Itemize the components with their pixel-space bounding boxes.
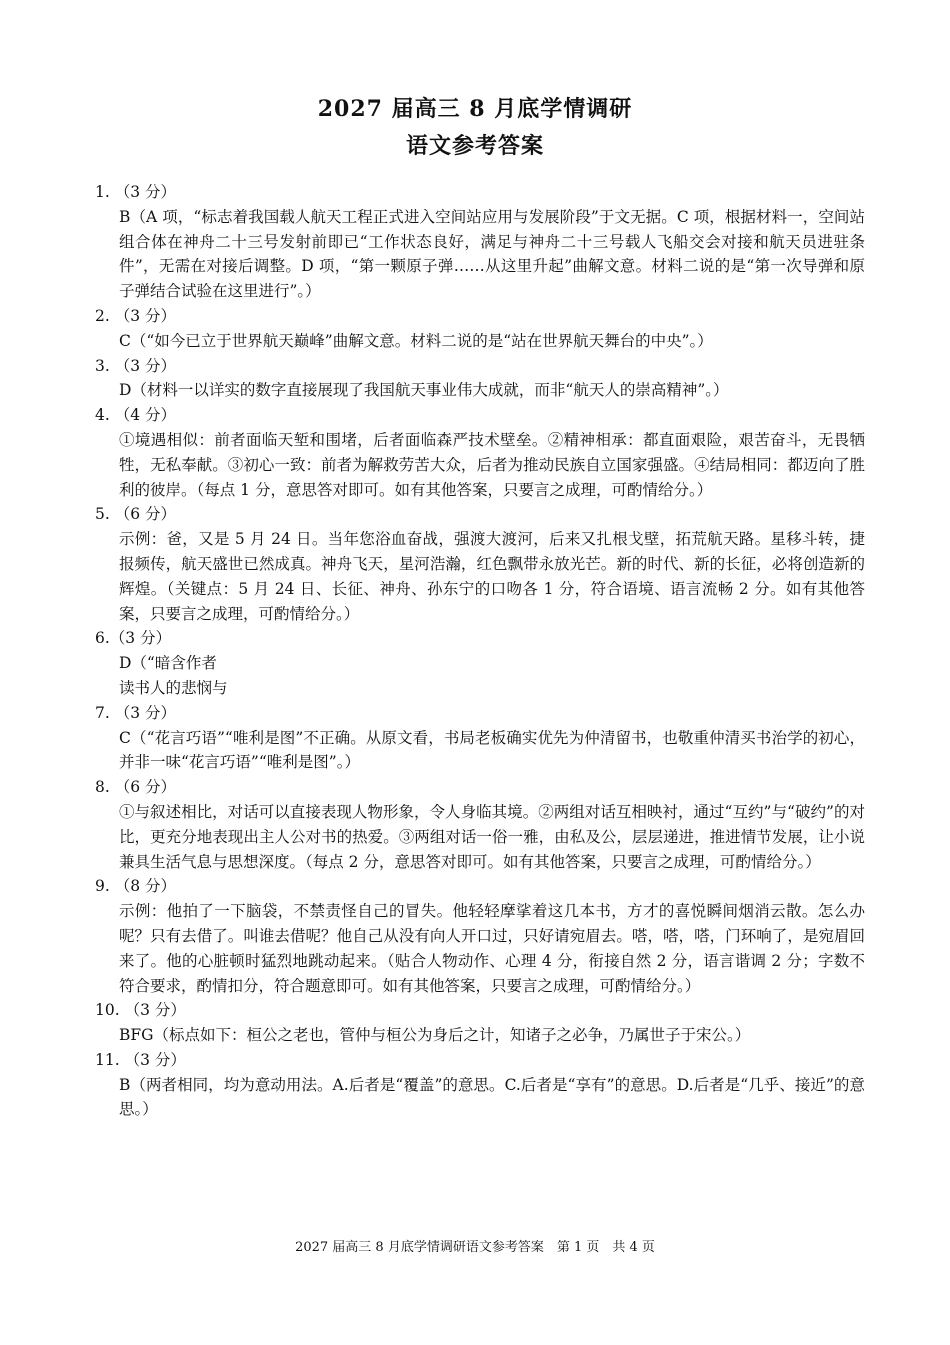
question-label: 6.（3 分） <box>95 629 172 648</box>
question-11 <box>95 1048 865 1122</box>
question-label: 4. （4 分） <box>95 406 177 425</box>
question-label: 11. （3 分） <box>95 1050 186 1069</box>
question-3 <box>95 354 865 404</box>
question-label: 8. （6 分） <box>95 778 177 797</box>
answer-text: 示例：爸，又是 5 月 24 日。当年您浴血奋战，强渡大渡河，后来又扎根戈壁，拓荒航天路。星移斗转，捷报频传，航天盛世已然成真。神舟飞天，星河浩瀚，红色飘带永放光芒。新的时代、新的长征，必将创造新的辉煌。（关键点：5 月 24 日、长征、神舟、孙东宁的口吻各 1 分，符合语境、语言流畅 2 分。如有其他答案，只要言之成理，可酌情给分。） <box>119 530 865 623</box>
answer-text: ①境遇相似：前者面临天堑和围堵，后者面临森严技术壁垒。②精神相承：都直面艰险，艰苦奋斗，无畏牺牲，无私奉献。③初心一致：前者为解救劳苦大众，后者为推动民族自立国家强盛。④结局相同：都迈向了胜利的彼岸。（每点 1 分，意思答对即可。如有其他答案，只要言之成理，可酌情给分。） <box>119 430 865 499</box>
question-label: 1. （3 分） <box>95 183 177 201</box>
answer-text: ①与叙述相比，对话可以直接表现人物形象，令人身临其境。②两组对话互相映衬，通过“互约”与“破约”的对比，更充分地表现出主人公对书的热爱。③两组对话一俗一雅，由私及公，层层递进，推进情节发展，让小说兼具生活气息与思想深度。（每点 2 分，意思答对即可。如有其他答案，只要言之成理，可酌情给分。） <box>119 802 865 871</box>
answer-list <box>95 180 865 1122</box>
answer-text: C（“如今已立于世界航天巅峰”曲解文意。材料二说的是“站在世界航天舞台的中央”。） <box>119 331 713 350</box>
question-9 <box>95 874 865 998</box>
question-7 <box>95 701 865 775</box>
question-6 <box>95 626 865 700</box>
answer-text: D（材料一以详实的数字直接展现了我国航天事业伟大成就，而非“航天人的崇高精神”。） <box>119 381 729 400</box>
page-title: 2027 届高三 8 月底学情调研 <box>317 96 633 122</box>
answer-text: 示例：他拍了一下脑袋，不禁责怪自己的冒失。他轻轻摩挲着这几本书，方才的喜悦瞬间烟消云散。怎么办呢？只有去借了。叫谁去借呢？他自己从没有向人开口过，只好请宛眉去。嗒，嗒，嗒，门环响了，是宛眉回来了。他的心脏顿时猛烈地跳动起来。（贴合人物动作、心理 4 分，衔接自然 2 分，语言谐调 2 分；字数不符合要求，酌情扣分，符合题意即可。如有其他答案，只要言之成理，可酌情给分。） <box>119 902 865 995</box>
page-subtitle: 语文参考答案 <box>405 133 544 159</box>
answer-text: B（两者相同，均为意动用法。A.后者是“覆盖”的意思。C.后者是“享有”的意思。D.后者是“几乎、接近”的意思。） <box>119 1075 865 1119</box>
page-footer: 2027 届高三 8 月底学情调研语文参考答案 第 1 页 共 4 页 <box>295 1240 655 1255</box>
question-label: 3. （3 分） <box>95 356 177 375</box>
question-label: 5. （6 分） <box>95 505 177 524</box>
question-label: 9. （8 分） <box>95 877 177 896</box>
question-5 <box>95 502 865 626</box>
answer-text-fragment: D（“暗含作者 <box>119 654 217 673</box>
question-label: 7. （3 分） <box>95 703 177 722</box>
answer-text: B（A 项，“标志着我国载人航天工程正式进入空间站应用与发展阶段”于文无据。C 项，根据材料一，空间站组合体在神舟二十三号发射前即已“工作状态良好，满足与神舟二十三号载人飞船交会对接和航天员进驻条件”，无需在对接后调整。D 项，“第一颗原子弹……从这里升起”曲解文意。材料二说的是“第一次导弹和原子弹结合试验在这里进行”。） <box>119 207 865 301</box>
question-label: 2. （3 分） <box>95 306 177 325</box>
question-4 <box>95 403 865 502</box>
answer-text-fragment: 读书人的悲悯与 <box>119 678 228 697</box>
answer-text: C（“花言巧语”“唯利是图”不正确。从原文看，书局老板确实优先为仲清留书，也敬重仲清买书治学的初心，并非一味“花言巧语”“唯利是图”。） <box>119 728 865 772</box>
question-label: 10. （3 分） <box>95 1001 186 1020</box>
question-2 <box>95 304 865 354</box>
question-10 <box>95 998 865 1048</box>
question-8 <box>95 775 865 874</box>
question-1 <box>95 180 865 304</box>
answer-text: BFG（标点如下：桓公之老也，管仲与桓公为身后之计，知诸子之必争，乃属世子于宋公。） <box>119 1026 751 1045</box>
